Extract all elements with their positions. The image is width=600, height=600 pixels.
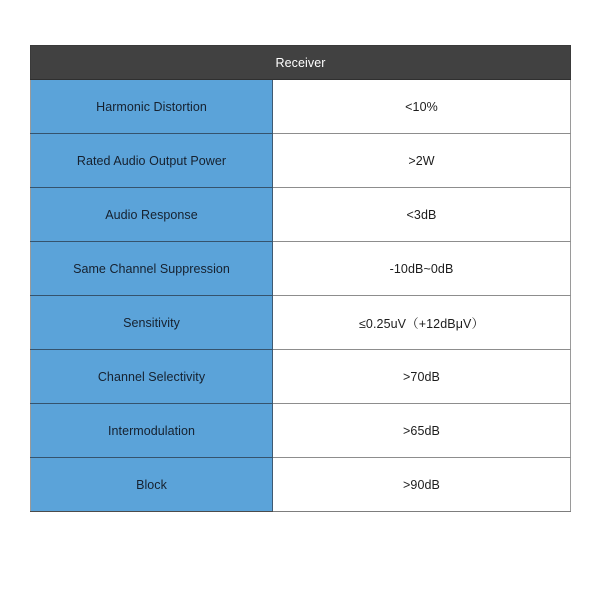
table-row [31,242,571,296]
spec-value: >65dB [273,404,571,458]
table-header-row [31,46,571,80]
spec-value: >70dB [273,350,571,404]
table-title: Receiver [31,46,571,80]
spec-value: >2W [273,134,571,188]
spec-label: Audio Response [31,188,273,242]
spec-label: Intermodulation [31,404,273,458]
spec-value: >90dB [273,458,571,512]
receiver-spec-table [30,45,571,512]
table-row [31,134,571,188]
spec-label: Harmonic Distortion [31,80,273,134]
table-row [31,296,571,350]
spec-value: <10% [273,80,571,134]
spec-label: Sensitivity [31,296,273,350]
spec-label: Channel Selectivity [31,350,273,404]
table-row [31,404,571,458]
table-body [31,80,571,512]
table-row [31,188,571,242]
spec-value: ≤0.25uV（+12dBμV） [273,296,571,350]
table-row [31,350,571,404]
table-row [31,80,571,134]
spec-label: Block [31,458,273,512]
spec-label: Same Channel Suppression [31,242,273,296]
spec-label: Rated Audio Output Power [31,134,273,188]
table-row [31,458,571,512]
spec-value: <3dB [273,188,571,242]
spec-value: -10dB~0dB [273,242,571,296]
